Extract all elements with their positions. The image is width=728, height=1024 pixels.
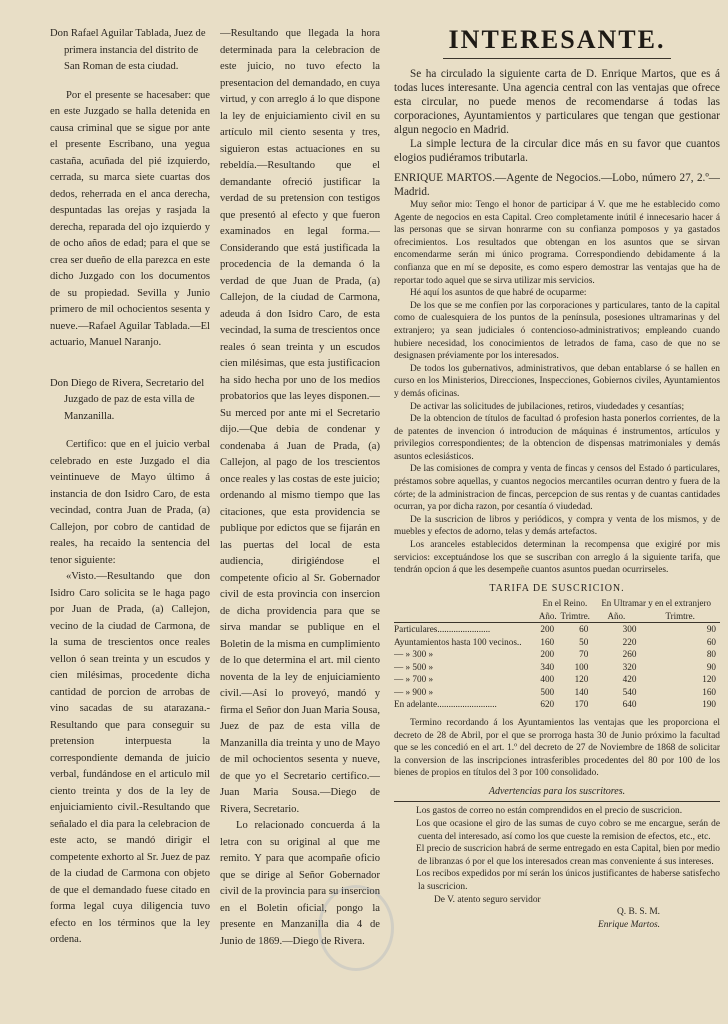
tariff-cell: 50 xyxy=(579,636,589,647)
letter-paragraph: Muy señor mio: Tengo el honor de participar á V. que me he establecido como Agente de negocios en esta Capital. Creo completamente inútil é innecesario hacer á las personas que se sirvan honrarme con su confianza pomposos y ya gastados ofrecimientos. Los resultados que obtengan en los asuntos que se sirvan encomendarme serán mi único programa. Correspondiendo debidamente á la confianza que en mí se deposite, es como espero demostrar las ventajas que ha de reportar todo aquel que se sirva utilizar mis servicios. xyxy=(394,200,720,286)
col-trim: Trimtre. xyxy=(560,610,590,621)
edict-header-rivera: Don Diego de Rivera, Secretario del Juzgado de paz de esta villa de Manzanilla. xyxy=(50,377,205,422)
letter-paragraph: De activar las solicitudes de jubilaciones, retiros, viudedades y cesantías; xyxy=(410,401,685,412)
letter-paragraph: De los que se me confíen por las corporaciones y particulares, tanto de la capital como de cualesquiera de los puntos de la península, posesiones ultramarinas y del extranjero; ya sean judiciales ó contencioso-administrativos; empleando cuando hubiere necesidad, los conocimientos de letrados de fama, caso de que no se designasen préviamente por los interesados. xyxy=(394,300,720,362)
edict-certifico: Certifico: que en el juicio verbal celebrado en este Juzgado el dia veintinueve de Mayo último á instancia de don Isidro Caro, de esta vecindad, contra Juan de Prada, (a) Callejon, por cobro de cantidad de reales, ha recaido la sentencia del tenor siguiente: xyxy=(50,439,210,566)
advertencias-list xyxy=(394,805,720,893)
edict-visto: «Visto.—Resultando que don Isidro Caro solicita se le haga pago por Juan de Prada, (a) Callejon, vecino de la ciudad de Carmona, de la suma de trescientos once reales vellon ó sean treinta y un escudos y cien milésimas, procedente dicha cantidad de porcion de arrobas de vino sacadas de su atarazana.-Resultando que para conseguir su pretension interpuesta la correspondiente demanda de juicio verbal, fundándose en el articulo mil ciento treinta y dos de la ley de enjuiciamiento civil.-Resultando que señalado el dia para la celebracion de este acto, se mandó dirigir el competente exhorto al Sr. Juez de paz de la ciudad de Carmona con objeto de que el demandado fuese citado en forma legal cuya diligencia tuvo efecto en los términos que la ley ordena. xyxy=(50,571,210,945)
tariff-cell: 340 xyxy=(540,661,555,672)
tariff-cell: 60 xyxy=(706,636,716,647)
advertencia-item xyxy=(394,843,720,868)
letter-paragraph: Hé aquí los asuntos de que habré de ocuparme: xyxy=(410,288,587,299)
tariff-row-label: — » 900 » xyxy=(394,686,434,697)
advertencia-item xyxy=(394,868,720,893)
tariff-title: TARIFA DE SUSCRICION. xyxy=(489,582,625,594)
intro-paragraph-2: La simple lectura de la circular dice más en su favor que cuantos elogios pudiéramos tributarla. xyxy=(394,138,720,164)
column-middle xyxy=(220,26,380,950)
col-reino: En el Reino. xyxy=(542,598,588,609)
letter-paragraph: De todos los gubernativos, administrativos, que deban entablarse ó se hallen en curso en los Ministerios, Direcciones, Inspecciones, Gobiernos civiles, Ayuntamientos y demás oficinas. xyxy=(394,363,720,399)
advertencia-number xyxy=(394,818,416,831)
tariff-row xyxy=(394,686,720,699)
tariff-cell: 190 xyxy=(702,699,716,710)
tariff-cell: 260 xyxy=(622,649,637,660)
tariff-row xyxy=(394,636,720,649)
tariff-cell: 140 xyxy=(574,686,589,697)
letter-paragraph: De la obtencion de títulos de facultad ó profesion hasta ponerlos corrientes, de la de patentes de invencion ó introducion de máquinas é instrumentos, artículos y privilegios correspondientes; de la obtencion de dispensas matrimoniales y demás asuntos eclesiásticos. xyxy=(394,414,720,462)
tariff-cell: 170 xyxy=(574,699,589,710)
intro-paragraph: Se ha circulado la siguiente carta de D. Enrique Martos, que es á todas luces interesante. Una agencia central con las ventajas que ofrece esta circular, no puede menos de recomendarse á todas las corporaciones, Ayuntamientos y particulares que tengan que gestionar algun negocio en Madrid. xyxy=(394,68,720,136)
advertencia-item xyxy=(394,818,720,843)
tariff-cell: 620 xyxy=(540,699,555,710)
col-ultramar: En Ultramar y en el extranjero xyxy=(601,598,712,609)
advertencia-text: Los que ocasione el giro de las sumas de cuyo cobro se me encargue, serán de cuenta del interesado, así como los que cueste la remision de efectos, etc., etc. xyxy=(416,819,720,842)
tariff-cell: 200 xyxy=(540,649,555,660)
tariff-row xyxy=(394,673,720,686)
letter-paragraph: De las comisiones de compra y venta de fincas y censos del Estado ó particulares, préstamos sobre aquellas, y cuantos negocios mercantiles ocurran dentro y fuera de la córte; de la administracion de fincas, percepcion de sus rentas y de cuantas cantidades ocurran, ya por dicha razon, por cesantía ó viudedad. xyxy=(394,464,720,513)
letter-paragraph: De la suscricion de libros y periódicos, y compra y venta de los mismos, y de muebles y efectos de adorno, telas y demás artefactos. xyxy=(394,514,720,538)
tariff-cell: 640 xyxy=(622,699,637,710)
tariff-row xyxy=(394,648,720,661)
tariff-cell: 120 xyxy=(574,674,589,685)
advertencia-number xyxy=(394,805,416,818)
tariff-cell: 500 xyxy=(540,686,555,697)
tariff-cell: 420 xyxy=(622,674,637,685)
tariff-row-label: — » 700 » xyxy=(394,674,434,685)
title-rule xyxy=(443,58,671,59)
letter-header: ENRIQUE MARTOS.—Agente de Negocios.—Lobo, número 27, 2.º—Madrid. xyxy=(394,172,720,198)
tariff-row-label: — » 300 » xyxy=(394,649,434,660)
signature-name: Enrique Martos. xyxy=(598,919,660,930)
tariff-cell: 70 xyxy=(579,649,589,660)
advertencias-rule xyxy=(394,801,720,802)
tariff-cell: 320 xyxy=(622,661,637,672)
tariff-row xyxy=(394,661,720,674)
column-right xyxy=(394,26,720,931)
col-trim-2: Trimtre. xyxy=(665,610,695,621)
edict-header-aguilar: Don Rafael Aguilar Tablada, Juez de primera instancia del distrito de San Roman de esta ciudad. xyxy=(50,28,206,72)
tariff-cell: 100 xyxy=(574,661,589,672)
tariff-cell: 220 xyxy=(622,636,637,647)
article-title: INTERESANTE. xyxy=(448,26,666,54)
tariff-row xyxy=(394,623,720,636)
col-ano-2: Año. xyxy=(607,610,626,621)
tariff-row xyxy=(394,698,720,711)
edict-body-aguilar: Por el presente se hacesaber: que en este Juzgado se halla detenida en causa criminal que se sigue por ante el presente Escribano, una yegua castaña, acuñada del pié izquierdo, cerrada, su marca siete cuartas dos dedos, reherrada en el anca derecha, despuntadas las orejas y rasjada la derecha, reparada del ojo izquierdo y de ocho años de edad; para el que se crea ser dueño de ella parezca en este dicho Juzgado con los documentos de su propiedad. Sevilla y Junio primero de mil ochocientos sesenta y nueve.—Rafael Aguilar Tablada.—El actuario, Manuel Naranjo. xyxy=(50,89,210,348)
signature-qbsm: Q. B. S. M. xyxy=(617,907,660,918)
tariff-cell: 90 xyxy=(706,624,716,635)
closing-line: De V. atento seguro servidor xyxy=(434,894,541,905)
tariff-row-label: — » 500 » xyxy=(394,661,434,672)
tariff-cell: 400 xyxy=(540,674,555,685)
col-ano: Año. xyxy=(538,610,557,621)
letter-paragraph: Los aranceles establecidos determinan la recompensa que exigiré por mis servicios: exceptuándose los que se suscriban con arreglo á la siguiente tarifa, que tendrán opcion á que les desempeñe cuantos asuntos puedan ocurrirseles. xyxy=(394,540,720,576)
library-seal-watermark xyxy=(318,885,394,971)
tariff-row-label: Particulares....................... xyxy=(394,624,491,635)
column-left xyxy=(50,26,210,949)
tariff-row-label: Ayuntamientos hasta 100 vecinos.. xyxy=(394,636,522,647)
letter-body xyxy=(394,199,720,577)
tariff-table xyxy=(394,597,720,711)
tariff-cell: 540 xyxy=(622,686,637,697)
tariff-row-label: En adelante.......................... xyxy=(394,699,497,710)
sentence-closing: Lo relacionado concuerda á la letra con su original al que me remito. Y para que acompañe oficio que se dirige al Señor Gobernador civil de la provincia para su insercion en el Boletin oficial, pongo la presente en Manzanilla dia 4 de Junio de 1869.—Diego de Rivera. xyxy=(220,820,380,947)
advertencia-number xyxy=(394,843,416,856)
advertencia-item xyxy=(394,805,720,818)
tariff-cell: 120 xyxy=(702,674,716,685)
advertencias-title: Advertencias para los suscritores. xyxy=(488,785,626,797)
tariff-cell: 90 xyxy=(706,661,716,672)
tariff-cell: 80 xyxy=(706,649,716,660)
tariff-cell: 160 xyxy=(702,686,716,697)
advertencia-text: Los recibos expedidos por mí serán los únicos justificantes de haberse satisfecho la suscricion. xyxy=(416,869,720,893)
sentence-text: —Resultando que llegada la hora determinada para la celebracion de este juicio, no tuvo efecto la presentacion del demandado, en cuya virtud, y con arreglo á lo que dispone la ley de enjuiciamiento civil en su artículo mil ciento sesenta y tres, siguieron estas actuaciones en su rebeldía.—Resultando que el demandante ofreció justificar la verdad de su pretension con testigos que presentó al efecto y que fueron examinados en legal forma.—Considerando que está justificada la procedencia de la demanda ó la verdad de que Juan de Prada, (a) Callejon, de la ciudad de Carmona, adeuda á don Isidro Caro, de esta vecindad, la suma de trescientos once reales ó sean treinta y un escudos cien milésimas, que esta justificacion ha sido hecha por uno de los medios probatorios que las leyes disponen.—Su merced por ante mi el Secretario dijo.—Que debia de condenar y condenaba á Juan de Prada, (a) Callejon, al pago de los trescientos once reales y las costas de este juicio; ordenando al mismo tiempo que las citaciones, que esta providencia se publique por edictos que se fijarán en las puertas del local de esta audiencia, dirigiéndose el competente oficio al Sr. Gobernador civil de esta provincia con insercion de dicha providencia para que se sirva mandar se publique en el Boletin de la misma en cumplimiento de lo que determina el art. mil ciento noventa de la ley de enjuiciamiento civil.—Así lo proveyó, mandó y firma el Señor don Juan Maria Sousa, Juez de paz de esta villa de Manzanilla dia treinta y uno de Mayo de mil ochocientos sesenta y nueve, de que yo el Secretario certifico.—Juan Maria Sousa.—Diego de Rivera, Secretario. xyxy=(220,28,380,815)
advertencia-text: El precio de suscricion habrá de serme entregado en esta Capital, bien por medio de libranzas ó por el que los interesados crean mas conveniente á sus intereses. xyxy=(416,844,720,867)
after-table-text: Termino recordando á los Ayuntamientos las ventajas que les proporciona el decreto de 28 de Abril, por el que se prorroga hasta 30 de Junio próximo la facultad que se les concedió en el art. 1.º del decreto de 27 de Noviembre de 1868 de solicitar la conversion de las inscripciones intrasferibles procedentes del 80 por 100 de los bienes de propios en títulos del 3 por 100 consolidado. xyxy=(394,717,720,779)
tariff-cell: 160 xyxy=(540,636,555,647)
tariff-cell: 300 xyxy=(622,624,637,635)
advertencia-text: Los gastos de correo no están comprendidos en el precio de suscricion. xyxy=(416,806,683,817)
tariff-cell: 60 xyxy=(579,624,589,635)
tariff-cell: 200 xyxy=(540,624,555,635)
advertencia-number xyxy=(394,868,416,881)
